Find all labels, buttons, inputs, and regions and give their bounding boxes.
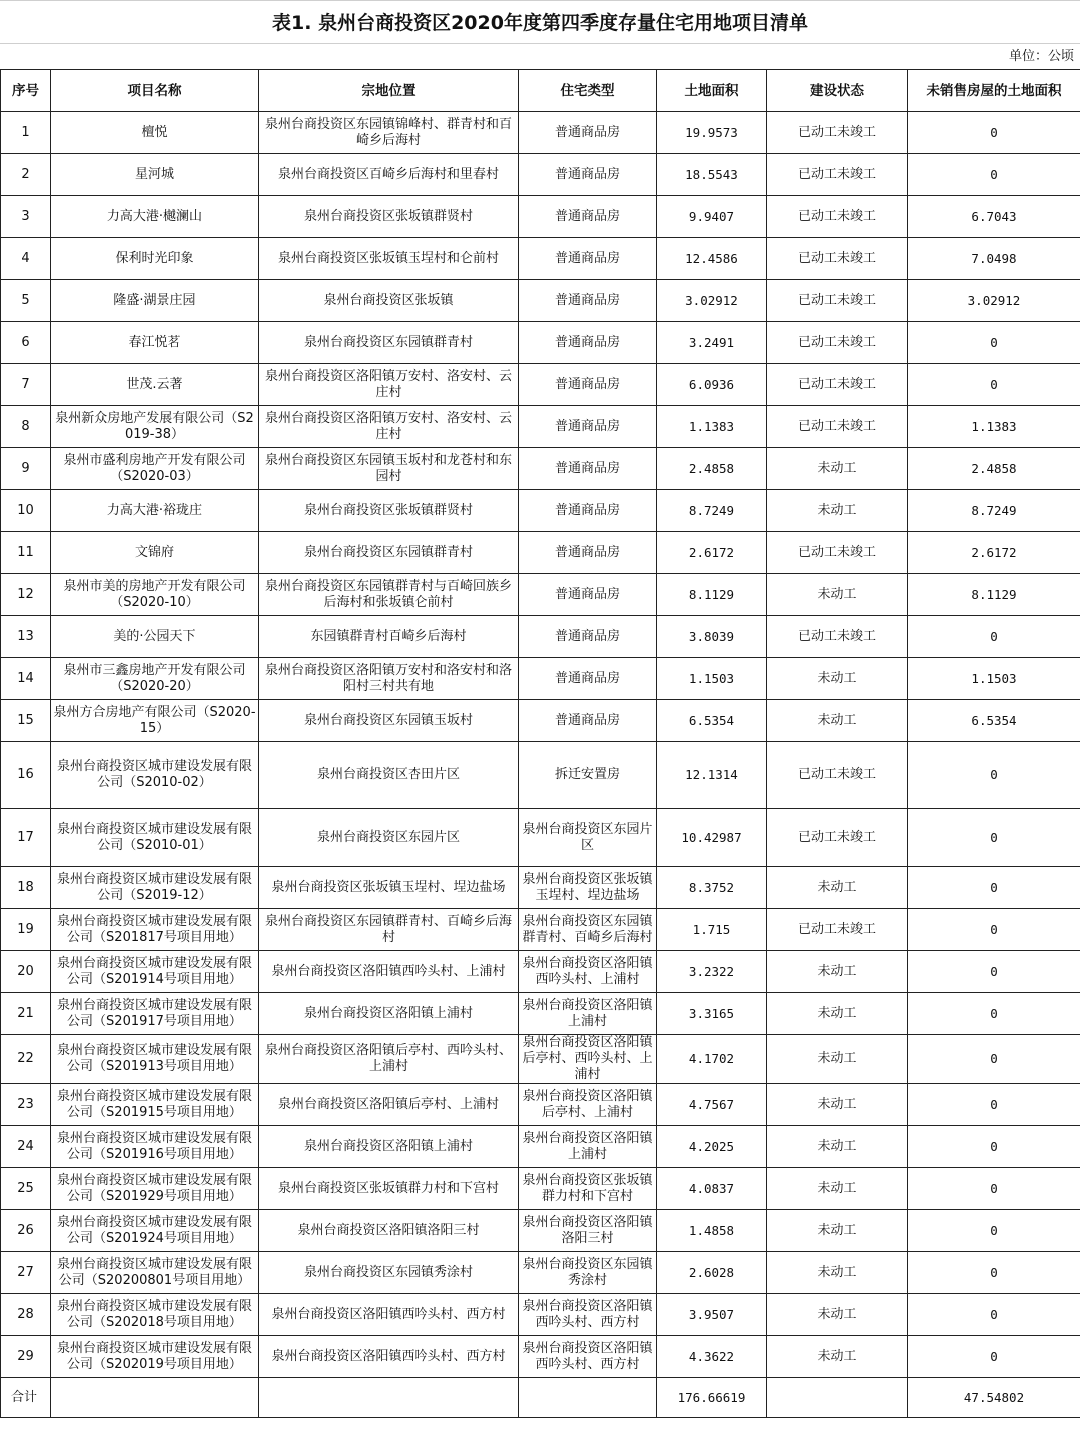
cell-project-name: 泉州台商投资区城市建设发展有限公司（S201914号项目用地） [51, 951, 259, 993]
cell-project-name: 泉州市三鑫房地产开发有限公司（S2020-20） [51, 658, 259, 700]
cell-location: 泉州台商投资区张坂镇群力村和下宫村 [259, 1168, 519, 1210]
table-row [1, 574, 1080, 616]
cell-status: 未动工 [767, 658, 908, 700]
cell-project-name: 泉州台商投资区城市建设发展有限公司（S201924号项目用地） [51, 1210, 259, 1252]
total-empty-cell [259, 1378, 519, 1418]
cell-index: 14 [1, 658, 51, 700]
cell-unsold-area: 8.1129 [908, 574, 1080, 616]
cell-location: 泉州台商投资区张坂镇 [259, 280, 519, 322]
cell-location: 泉州台商投资区洛阳镇西吟头村、西方村 [259, 1294, 519, 1336]
cell-land-area: 3.2322 [657, 951, 767, 993]
cell-unsold-area: 0 [908, 1126, 1080, 1168]
cell-index: 5 [1, 280, 51, 322]
cell-index: 2 [1, 154, 51, 196]
total-label: 合计 [1, 1378, 51, 1418]
cell-project-name: 世茂.云著 [51, 364, 259, 406]
table-row [1, 809, 1080, 867]
cell-project-name: 泉州台商投资区城市建设发展有限公司（S202018号项目用地） [51, 1294, 259, 1336]
cell-project-name: 美的·公园天下 [51, 616, 259, 658]
cell-project-name: 泉州台商投资区城市建设发展有限公司（S2010-01） [51, 809, 259, 867]
table-row [1, 448, 1080, 490]
cell-land-area: 12.4586 [657, 238, 767, 280]
table-row [1, 1252, 1080, 1294]
table-row [1, 364, 1080, 406]
cell-project-name: 泉州方合房地产有限公司（S2020-15） [51, 700, 259, 742]
table-row [1, 1126, 1080, 1168]
cell-status: 已动工未竣工 [767, 742, 908, 809]
cell-land-area: 3.2491 [657, 322, 767, 364]
cell-index: 6 [1, 322, 51, 364]
cell-status: 已动工未竣工 [767, 238, 908, 280]
cell-location: 泉州台商投资区洛阳镇后亭村、上浦村 [259, 1084, 519, 1126]
table-row [1, 951, 1080, 993]
land-table [0, 69, 1080, 1418]
cell-housing-type: 泉州台商投资区洛阳镇洛阳三村 [519, 1210, 657, 1252]
cell-land-area: 2.4858 [657, 448, 767, 490]
cell-status: 已动工未竣工 [767, 154, 908, 196]
cell-land-area: 12.1314 [657, 742, 767, 809]
table-row [1, 112, 1080, 154]
cell-project-name: 泉州市盛利房地产开发有限公司（S2020-03） [51, 448, 259, 490]
table-row [1, 700, 1080, 742]
cell-housing-type: 泉州台商投资区张坂镇玉埕村、埕边盐场 [519, 867, 657, 909]
cell-unsold-area: 0 [908, 1035, 1080, 1084]
cell-land-area: 2.6028 [657, 1252, 767, 1294]
cell-unsold-area: 1.1503 [908, 658, 1080, 700]
cell-project-name: 泉州台商投资区城市建设发展有限公司（S201915号项目用地） [51, 1084, 259, 1126]
cell-index: 11 [1, 532, 51, 574]
cell-project-name: 泉州台商投资区城市建设发展有限公司（S201817号项目用地） [51, 909, 259, 951]
cell-unsold-area: 0 [908, 993, 1080, 1035]
table-row [1, 909, 1080, 951]
total-empty-cell [767, 1378, 908, 1418]
cell-housing-type: 泉州台商投资区洛阳镇上浦村 [519, 993, 657, 1035]
cell-index: 8 [1, 406, 51, 448]
cell-housing-type: 泉州台商投资区洛阳镇后亭村、西吟头村、上浦村 [519, 1035, 657, 1084]
cell-unsold-area: 6.5354 [908, 700, 1080, 742]
cell-index: 25 [1, 1168, 51, 1210]
cell-status: 未动工 [767, 574, 908, 616]
cell-unsold-area: 0 [908, 1084, 1080, 1126]
total-land-area: 176.66619 [657, 1378, 767, 1418]
header-housing-type: 住宅类型 [519, 70, 657, 112]
cell-status: 未动工 [767, 490, 908, 532]
table-row [1, 1294, 1080, 1336]
cell-status: 未动工 [767, 700, 908, 742]
cell-housing-type: 普通商品房 [519, 406, 657, 448]
cell-index: 7 [1, 364, 51, 406]
table-row [1, 280, 1080, 322]
cell-land-area: 8.1129 [657, 574, 767, 616]
cell-project-name: 文锦府 [51, 532, 259, 574]
cell-location: 泉州台商投资区洛阳镇西吟头村、西方村 [259, 1336, 519, 1378]
cell-location: 泉州台商投资区张坂镇群贤村 [259, 196, 519, 238]
cell-land-area: 1.715 [657, 909, 767, 951]
cell-housing-type: 普通商品房 [519, 448, 657, 490]
cell-project-name: 泉州台商投资区城市建设发展有限公司（S201917号项目用地） [51, 993, 259, 1035]
cell-housing-type: 泉州台商投资区洛阳镇西吟头村、上浦村 [519, 951, 657, 993]
cell-index: 1 [1, 112, 51, 154]
cell-land-area: 6.5354 [657, 700, 767, 742]
cell-index: 19 [1, 909, 51, 951]
cell-index: 23 [1, 1084, 51, 1126]
cell-housing-type: 泉州台商投资区张坂镇群力村和下宫村 [519, 1168, 657, 1210]
cell-project-name: 泉州台商投资区城市建设发展有限公司（S201913号项目用地） [51, 1035, 259, 1084]
cell-index: 15 [1, 700, 51, 742]
cell-status: 已动工未竣工 [767, 112, 908, 154]
cell-housing-type: 普通商品房 [519, 700, 657, 742]
cell-unsold-area: 6.7043 [908, 196, 1080, 238]
cell-unsold-area: 2.6172 [908, 532, 1080, 574]
table-row [1, 742, 1080, 809]
cell-housing-type: 普通商品房 [519, 532, 657, 574]
cell-status: 未动工 [767, 1126, 908, 1168]
cell-status: 已动工未竣工 [767, 322, 908, 364]
cell-project-name: 泉州新众房地产发展有限公司（S2019-38） [51, 406, 259, 448]
total-row [1, 1378, 1080, 1418]
cell-location: 泉州台商投资区洛阳镇万安村和洛安村和洛阳村三村共有地 [259, 658, 519, 700]
cell-unsold-area: 1.1383 [908, 406, 1080, 448]
cell-status: 已动工未竣工 [767, 909, 908, 951]
table-row [1, 1168, 1080, 1210]
cell-project-name: 泉州台商投资区城市建设发展有限公司（S2010-02） [51, 742, 259, 809]
cell-status: 已动工未竣工 [767, 809, 908, 867]
table-header-row [1, 70, 1080, 112]
header-land-area: 土地面积 [657, 70, 767, 112]
cell-project-name: 泉州台商投资区城市建设发展有限公司（S20200801号项目用地） [51, 1252, 259, 1294]
cell-land-area: 1.4858 [657, 1210, 767, 1252]
cell-index: 17 [1, 809, 51, 867]
cell-location: 泉州台商投资区洛阳镇万安村、洛安村、云庄村 [259, 406, 519, 448]
cell-project-name: 力高大港·樾澜山 [51, 196, 259, 238]
cell-location: 泉州台商投资区百崎乡后海村和里春村 [259, 154, 519, 196]
header-status: 建设状态 [767, 70, 908, 112]
cell-status: 未动工 [767, 1210, 908, 1252]
cell-location: 泉州台商投资区杏田片区 [259, 742, 519, 809]
cell-housing-type: 普通商品房 [519, 154, 657, 196]
cell-unsold-area: 0 [908, 1210, 1080, 1252]
table-row [1, 616, 1080, 658]
cell-unsold-area: 8.7249 [908, 490, 1080, 532]
cell-index: 4 [1, 238, 51, 280]
cell-project-name: 保利时光印象 [51, 238, 259, 280]
cell-housing-type: 普通商品房 [519, 574, 657, 616]
cell-location: 泉州台商投资区洛阳镇后亭村、西吟头村、上浦村 [259, 1035, 519, 1084]
cell-land-area: 9.9407 [657, 196, 767, 238]
cell-land-area: 6.0936 [657, 364, 767, 406]
table-body [1, 112, 1080, 1378]
cell-housing-type: 泉州台商投资区洛阳镇后亭村、上浦村 [519, 1084, 657, 1126]
cell-status: 未动工 [767, 1168, 908, 1210]
cell-housing-type: 普通商品房 [519, 322, 657, 364]
cell-location: 泉州台商投资区东园片区 [259, 809, 519, 867]
cell-unsold-area: 3.02912 [908, 280, 1080, 322]
cell-index: 26 [1, 1210, 51, 1252]
page-title: 表1. 泉州台商投资区2020年度第四季度存量住宅用地项目清单 [0, 0, 1080, 44]
header-unsold-area: 未销售房屋的土地面积 [908, 70, 1080, 112]
cell-housing-type: 泉州台商投资区东园镇群青村、百崎乡后海村 [519, 909, 657, 951]
cell-status: 未动工 [767, 1084, 908, 1126]
cell-location: 东园镇群青村百崎乡后海村 [259, 616, 519, 658]
header-index: 序号 [1, 70, 51, 112]
cell-status: 未动工 [767, 951, 908, 993]
unit-label: 单位：公顷 [1008, 49, 1074, 64]
cell-land-area: 1.1383 [657, 406, 767, 448]
table-row [1, 238, 1080, 280]
cell-index: 27 [1, 1252, 51, 1294]
cell-housing-type: 普通商品房 [519, 238, 657, 280]
cell-location: 泉州台商投资区东园镇锦峰村、群青村和百崎乡后海村 [259, 112, 519, 154]
table-row [1, 993, 1080, 1035]
cell-location: 泉州台商投资区东园镇秀涂村 [259, 1252, 519, 1294]
cell-unsold-area: 0 [908, 809, 1080, 867]
cell-land-area: 4.2025 [657, 1126, 767, 1168]
cell-land-area: 4.1702 [657, 1035, 767, 1084]
cell-index: 10 [1, 490, 51, 532]
cell-index: 21 [1, 993, 51, 1035]
cell-project-name: 檀悦 [51, 112, 259, 154]
cell-housing-type: 泉州台商投资区洛阳镇西吟头村、西方村 [519, 1336, 657, 1378]
cell-housing-type: 泉州台商投资区洛阳镇上浦村 [519, 1126, 657, 1168]
cell-status: 未动工 [767, 1336, 908, 1378]
cell-land-area: 3.3165 [657, 993, 767, 1035]
cell-index: 22 [1, 1035, 51, 1084]
header-location: 宗地位置 [259, 70, 519, 112]
cell-housing-type: 拆迁安置房 [519, 742, 657, 809]
table-row [1, 322, 1080, 364]
cell-housing-type: 普通商品房 [519, 280, 657, 322]
cell-unsold-area: 0 [908, 1252, 1080, 1294]
cell-location: 泉州台商投资区东园镇玉坂村 [259, 700, 519, 742]
cell-status: 未动工 [767, 1035, 908, 1084]
total-empty-cell [51, 1378, 259, 1418]
cell-unsold-area: 0 [908, 742, 1080, 809]
cell-project-name: 泉州台商投资区城市建设发展有限公司（S2019-12） [51, 867, 259, 909]
cell-status: 未动工 [767, 867, 908, 909]
cell-land-area: 3.9507 [657, 1294, 767, 1336]
cell-unsold-area: 0 [908, 154, 1080, 196]
table-row [1, 1336, 1080, 1378]
cell-location: 泉州台商投资区洛阳镇万安村、洛安村、云庄村 [259, 364, 519, 406]
cell-location: 泉州台商投资区洛阳镇上浦村 [259, 993, 519, 1035]
cell-housing-type: 泉州台商投资区洛阳镇西吟头村、西方村 [519, 1294, 657, 1336]
cell-project-name: 隆盛·湖景庄园 [51, 280, 259, 322]
cell-index: 29 [1, 1336, 51, 1378]
cell-housing-type: 普通商品房 [519, 196, 657, 238]
cell-location: 泉州台商投资区张坂镇群贤村 [259, 490, 519, 532]
cell-project-name: 泉州台商投资区城市建设发展有限公司（S202019号项目用地） [51, 1336, 259, 1378]
table-row [1, 490, 1080, 532]
cell-location: 泉州台商投资区张坂镇玉埕村和仑前村 [259, 238, 519, 280]
table-row [1, 1084, 1080, 1126]
cell-project-name: 星河城 [51, 154, 259, 196]
cell-location: 泉州台商投资区东园镇群青村与百崎回族乡后海村和张坂镇仑前村 [259, 574, 519, 616]
cell-status: 已动工未竣工 [767, 280, 908, 322]
cell-land-area: 3.8039 [657, 616, 767, 658]
cell-index: 13 [1, 616, 51, 658]
cell-location: 泉州台商投资区东园镇群青村 [259, 532, 519, 574]
cell-unsold-area: 0 [908, 364, 1080, 406]
cell-index: 18 [1, 867, 51, 909]
cell-location: 泉州台商投资区洛阳镇上浦村 [259, 1126, 519, 1168]
table-row [1, 658, 1080, 700]
table-row [1, 1035, 1080, 1084]
cell-housing-type: 泉州台商投资区东园片区 [519, 809, 657, 867]
cell-housing-type: 普通商品房 [519, 616, 657, 658]
cell-location: 泉州台商投资区张坂镇玉埕村、埕边盐场 [259, 867, 519, 909]
cell-index: 28 [1, 1294, 51, 1336]
cell-status: 未动工 [767, 1294, 908, 1336]
cell-status: 未动工 [767, 1252, 908, 1294]
cell-status: 已动工未竣工 [767, 532, 908, 574]
cell-project-name: 泉州台商投资区城市建设发展有限公司（S201916号项目用地） [51, 1126, 259, 1168]
cell-status: 已动工未竣工 [767, 406, 908, 448]
cell-land-area: 8.7249 [657, 490, 767, 532]
cell-unsold-area: 0 [908, 1168, 1080, 1210]
cell-land-area: 2.6172 [657, 532, 767, 574]
total-unsold-area: 47.54802 [908, 1378, 1080, 1418]
cell-land-area: 4.7567 [657, 1084, 767, 1126]
cell-land-area: 4.3622 [657, 1336, 767, 1378]
cell-index: 24 [1, 1126, 51, 1168]
cell-land-area: 8.3752 [657, 867, 767, 909]
cell-unsold-area: 0 [908, 1336, 1080, 1378]
cell-project-name: 春江悦茗 [51, 322, 259, 364]
cell-index: 3 [1, 196, 51, 238]
cell-index: 9 [1, 448, 51, 490]
cell-unsold-area: 0 [908, 322, 1080, 364]
cell-housing-type: 普通商品房 [519, 112, 657, 154]
cell-housing-type: 普通商品房 [519, 364, 657, 406]
cell-status: 未动工 [767, 993, 908, 1035]
total-empty-cell [519, 1378, 657, 1418]
cell-land-area: 18.5543 [657, 154, 767, 196]
cell-land-area: 3.02912 [657, 280, 767, 322]
cell-location: 泉州台商投资区洛阳镇洛阳三村 [259, 1210, 519, 1252]
cell-unsold-area: 0 [908, 112, 1080, 154]
cell-status: 未动工 [767, 448, 908, 490]
cell-land-area: 4.0837 [657, 1168, 767, 1210]
cell-land-area: 1.1503 [657, 658, 767, 700]
cell-project-name: 泉州市美的房地产开发有限公司（S2020-10） [51, 574, 259, 616]
cell-unsold-area: 0 [908, 616, 1080, 658]
cell-status: 已动工未竣工 [767, 364, 908, 406]
cell-housing-type: 泉州台商投资区东园镇秀涂村 [519, 1252, 657, 1294]
cell-index: 20 [1, 951, 51, 993]
table-row [1, 867, 1080, 909]
cell-location: 泉州台商投资区东园镇玉坂村和龙苍村和东园村 [259, 448, 519, 490]
cell-status: 已动工未竣工 [767, 196, 908, 238]
cell-unsold-area: 0 [908, 951, 1080, 993]
table-row [1, 1210, 1080, 1252]
table-row [1, 532, 1080, 574]
cell-land-area: 19.9573 [657, 112, 767, 154]
cell-unsold-area: 2.4858 [908, 448, 1080, 490]
cell-status: 已动工未竣工 [767, 616, 908, 658]
cell-unsold-area: 7.0498 [908, 238, 1080, 280]
cell-project-name: 泉州台商投资区城市建设发展有限公司（S201929号项目用地） [51, 1168, 259, 1210]
cell-location: 泉州台商投资区东园镇群青村、百崎乡后海村 [259, 909, 519, 951]
cell-unsold-area: 0 [908, 867, 1080, 909]
cell-index: 12 [1, 574, 51, 616]
table-row [1, 154, 1080, 196]
cell-unsold-area: 0 [908, 1294, 1080, 1336]
table-row [1, 406, 1080, 448]
cell-unsold-area: 0 [908, 909, 1080, 951]
cell-index: 16 [1, 742, 51, 809]
cell-housing-type: 普通商品房 [519, 658, 657, 700]
table-row [1, 196, 1080, 238]
cell-land-area: 10.42987 [657, 809, 767, 867]
cell-location: 泉州台商投资区东园镇群青村 [259, 322, 519, 364]
cell-project-name: 力高大港·裕珑庄 [51, 490, 259, 532]
header-project-name: 项目名称 [51, 70, 259, 112]
cell-location: 泉州台商投资区洛阳镇西吟头村、上浦村 [259, 951, 519, 993]
cell-housing-type: 普通商品房 [519, 490, 657, 532]
